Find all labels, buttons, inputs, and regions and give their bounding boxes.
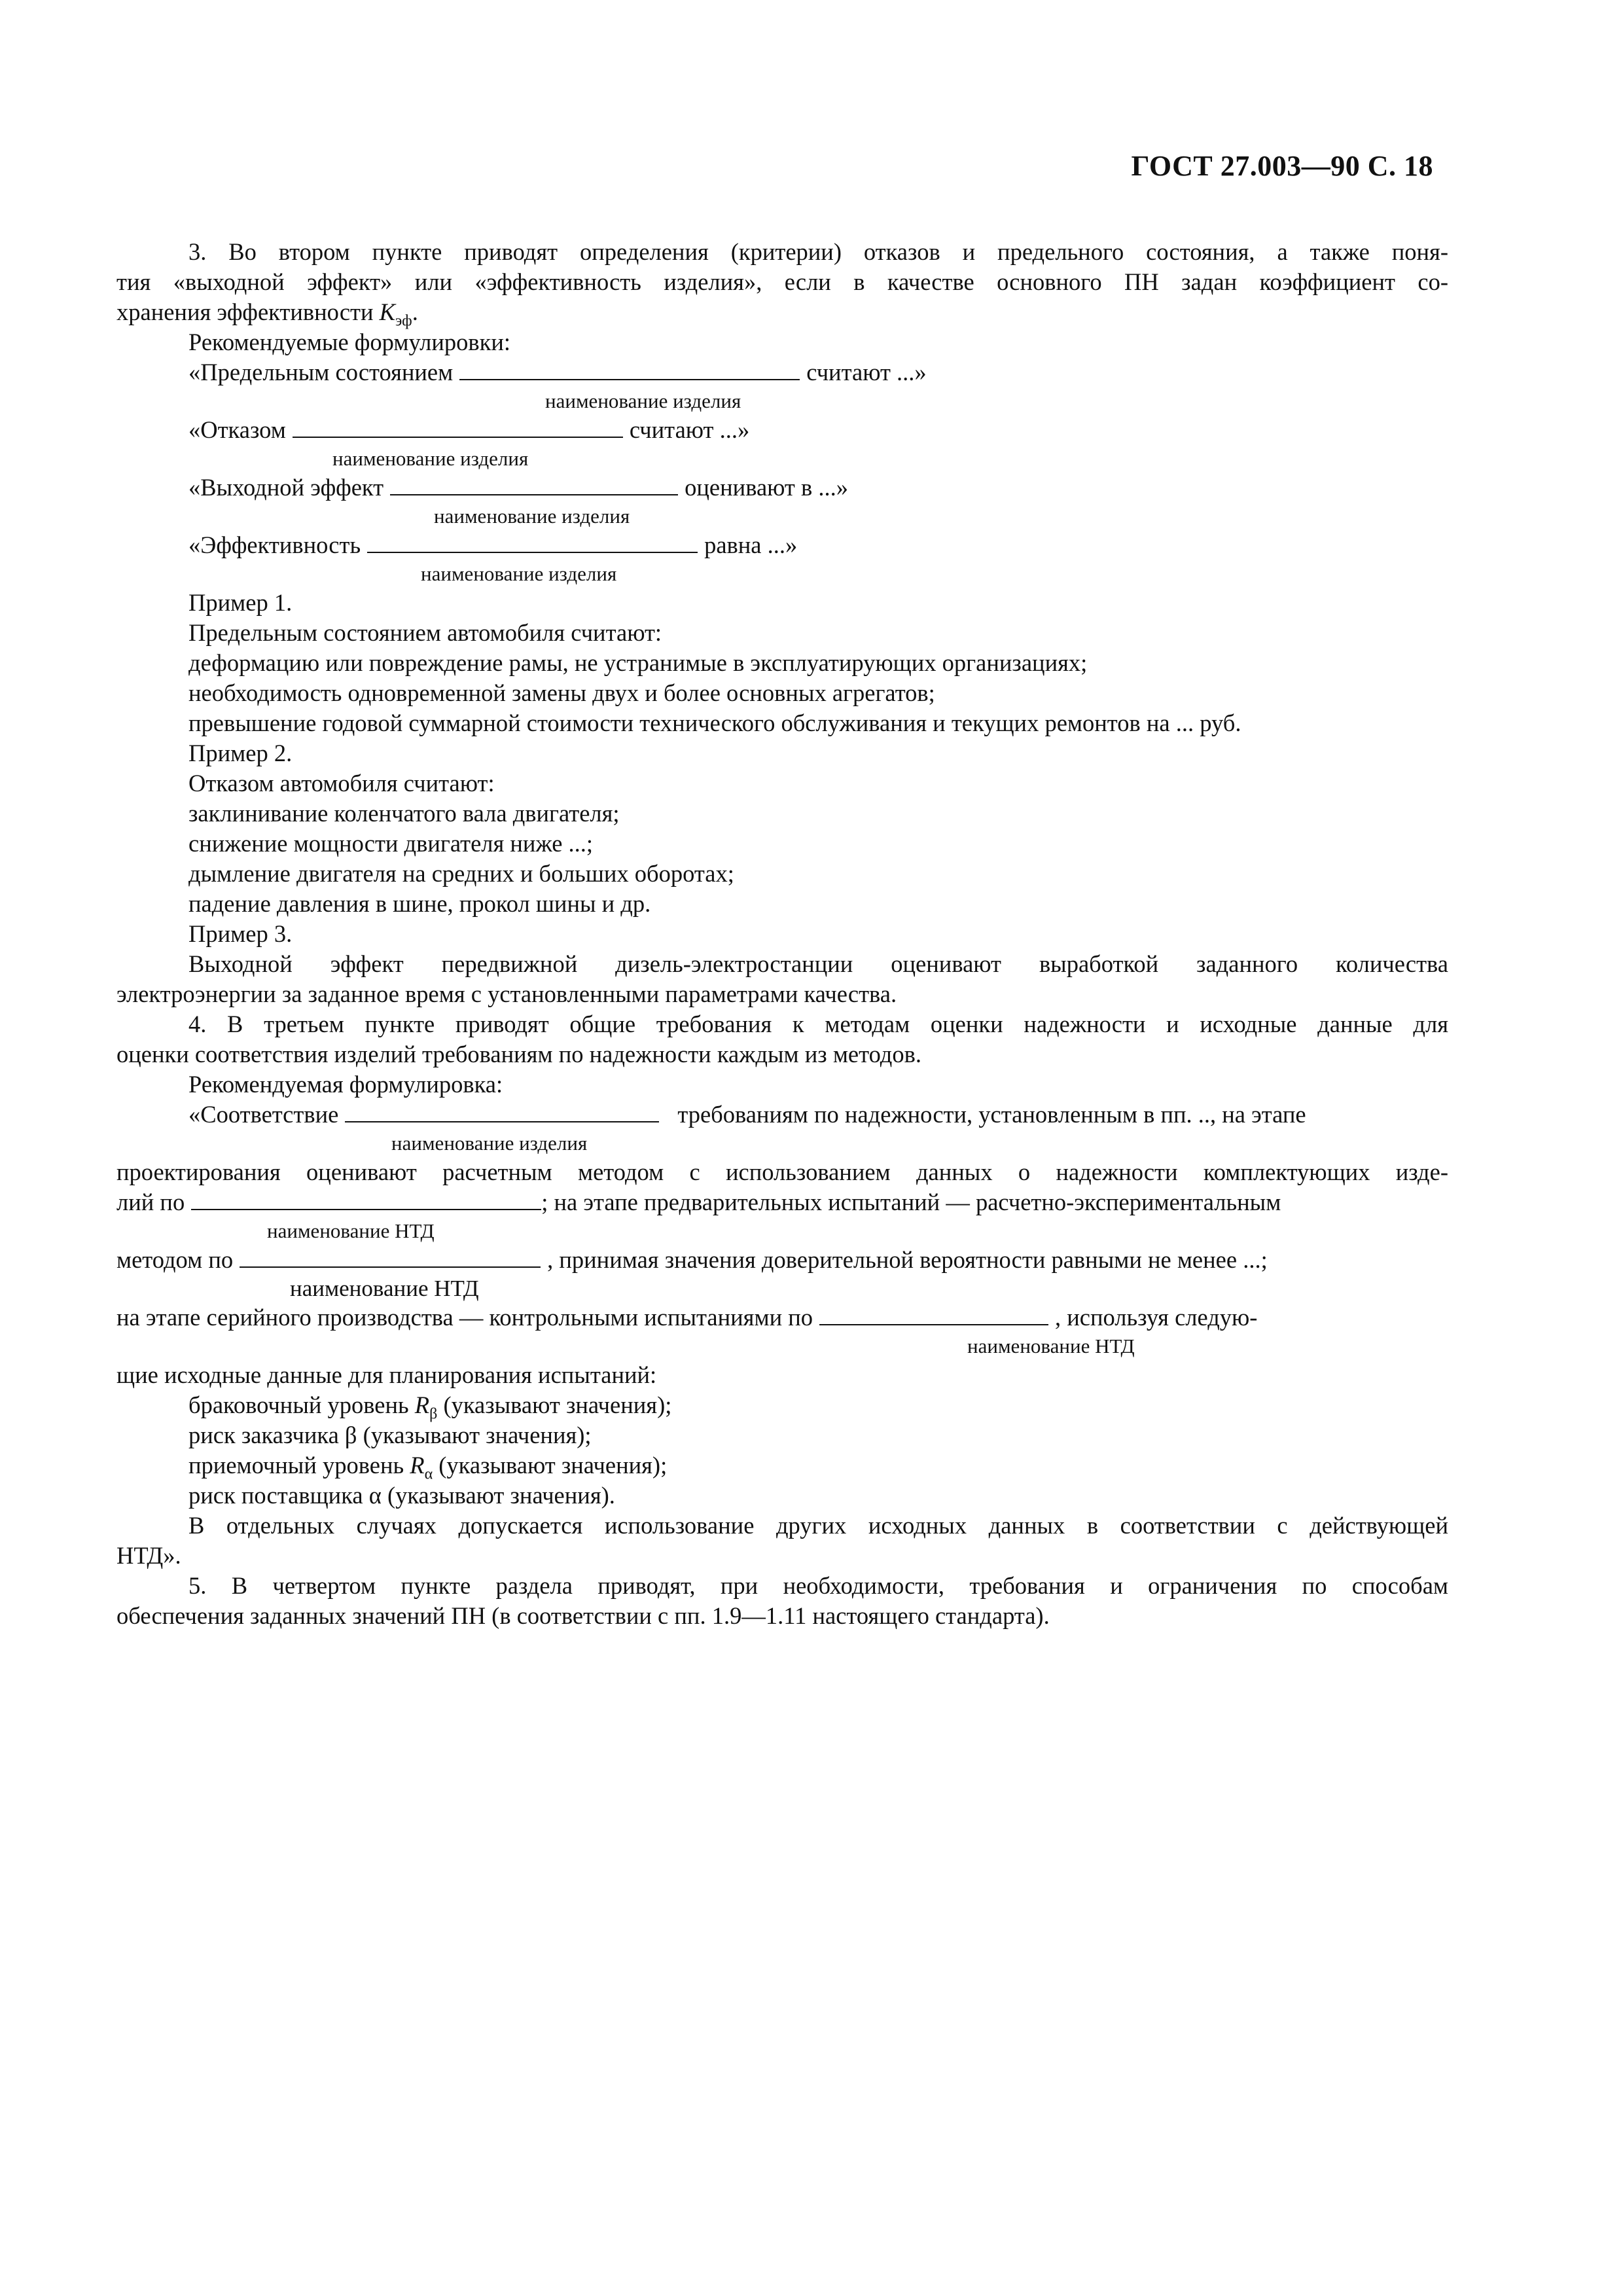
blank-field — [293, 417, 623, 438]
blank-field — [459, 359, 800, 380]
caption-ntd-name: наименование НТД — [290, 1276, 479, 1301]
blank-field — [191, 1189, 541, 1210]
example-2-line: заклинивание коленчатого вала двигателя; — [188, 800, 620, 827]
recommended-wording-label: Рекомендуемая формулировка: — [188, 1071, 503, 1098]
example-1-line: необходимость одновременной замены двух и более основных агрегатов; — [188, 679, 935, 706]
p4-design-line: проектирования оценивают расчетным методом с использованием данных о надежности комплектующих изде- — [116, 1158, 1448, 1185]
blank-field — [819, 1304, 1048, 1325]
p4-components-line: лий по ; на этапе предварительных испытаний — расчетно-экспериментальным — [116, 1189, 1281, 1215]
r-beta-subscript: β — [429, 1405, 438, 1423]
p3-line-3: хранения эффективности $K_{эф}$. — [116, 298, 418, 330]
special-cases-end: НТД». — [116, 1542, 181, 1569]
recommended-wordings-label: Рекомендуемые формулировки: — [188, 329, 511, 355]
r-alpha-symbol: R — [410, 1452, 425, 1479]
example-2-line: падение давления в шине, прокол шины и др. — [188, 890, 651, 917]
caption-ntd-name: наименование НТД — [967, 1335, 1135, 1357]
example-2-title: Пример 2. — [188, 740, 293, 766]
blank-field — [345, 1102, 659, 1122]
p4-input-data-line: щие исходные данные для планирования испытаний: — [116, 1361, 657, 1388]
example-1-title: Пример 1. — [188, 589, 293, 616]
rejection-level-line: браковочный уровень $R_\beta$ (указывают значения); — [188, 1391, 672, 1423]
p4-line-2: оценки соответствия изделий требованиям по надежности каждым из методов. — [116, 1041, 921, 1067]
example-2-line: снижение мощности двигателя ниже ...; — [188, 830, 594, 857]
formula-failure: «Отказом считают ...» — [188, 416, 750, 443]
example-1-line: деформацию или повреждение рамы, не устранимые в эксплуатирующих организациях; — [188, 649, 1088, 676]
caption-product-name: наименование изделия — [545, 389, 741, 412]
caption-product-name: наименование изделия — [332, 447, 529, 470]
caption-product-name: наименование изделия — [391, 1132, 588, 1155]
page-header: ГОСТ 27.003—90 С. 18 — [1131, 150, 1433, 182]
p4-method-line: методом по , принимая значения доверительной вероятности равными не менее ...; — [116, 1246, 1268, 1273]
caption-ntd-name: наименование НТД — [267, 1219, 435, 1242]
example-3-title: Пример 3. — [188, 920, 293, 947]
example-3-line: Выходной эффект передвижной дизель-электростанции оценивают выработкой заданного количества — [188, 950, 1448, 977]
blank-field — [390, 475, 678, 495]
blank-field — [367, 532, 698, 553]
r-alpha-subscript: α — [424, 1465, 433, 1483]
r-beta-symbol: R — [414, 1391, 430, 1418]
formula-compliance: «Соответствие требованиям по надежности, установленным в пп. .., на этапе — [188, 1101, 1306, 1128]
example-2-line: дымление двигателя на средних и больших оборотах; — [188, 860, 734, 887]
special-cases-line: В отдельных случаях допускается использование других исходных данных в соответствии с действующей — [188, 1512, 1448, 1539]
k-eff-subscript: эф — [395, 312, 412, 330]
p5-line-1: 5. В четвертом пункте раздела приводят, при необходимости, требования и ограничения по способам — [188, 1572, 1448, 1599]
example-1-line: превышение годовой суммарной стоимости технического обслуживания и текущих ремонтов на ... руб. — [188, 709, 1241, 736]
document-body — [116, 237, 1448, 1631]
supplier-risk-line: риск поставщика α (указывают значения). — [188, 1482, 615, 1509]
example-1-line: Предельным состоянием автомобиля считают: — [188, 619, 662, 646]
p3-line-2: тия «выходной эффект» или «эффективность изделия», если в качестве основного ПН задан коэффициент со- — [116, 268, 1448, 295]
formula-efficiency: «Эффективность равна ...» — [188, 531, 798, 558]
p4-serial-line: на этапе серийного производства — контрольными испытаниями по , используя следую- — [116, 1304, 1258, 1331]
formula-limit-state: «Предельным состоянием считают ...» — [188, 359, 927, 386]
acceptance-level-line: приемочный уровень $R_\alpha$ (указывают значения); — [188, 1452, 668, 1483]
example-3-line: электроэнергии за заданное время с установленными параметрами качества. — [116, 980, 897, 1007]
example-2-line: Отказом автомобиля считают: — [188, 770, 495, 797]
caption-product-name: наименование изделия — [421, 562, 617, 585]
blank-field — [240, 1247, 541, 1268]
p5-line-2: обеспечения заданных значений ПН (в соответствии с пп. 1.9—1.11 настоящего стандарта). — [116, 1602, 1050, 1629]
k-eff-symbol: K — [379, 298, 395, 325]
customer-risk-line: риск заказчика β (указывают значения); — [188, 1422, 592, 1448]
p4-line-1: 4. В третьем пункте приводят общие требования к методам оценки надежности и исходные данные для — [188, 1011, 1448, 1037]
formula-output-effect: «Выходной эффект оценивают в ...» — [188, 474, 848, 501]
p3-line-1: 3. Во втором пункте приводят определения (критерии) отказов и предельного состояния, а также поня- — [188, 238, 1448, 265]
caption-product-name: наименование изделия — [434, 505, 630, 528]
